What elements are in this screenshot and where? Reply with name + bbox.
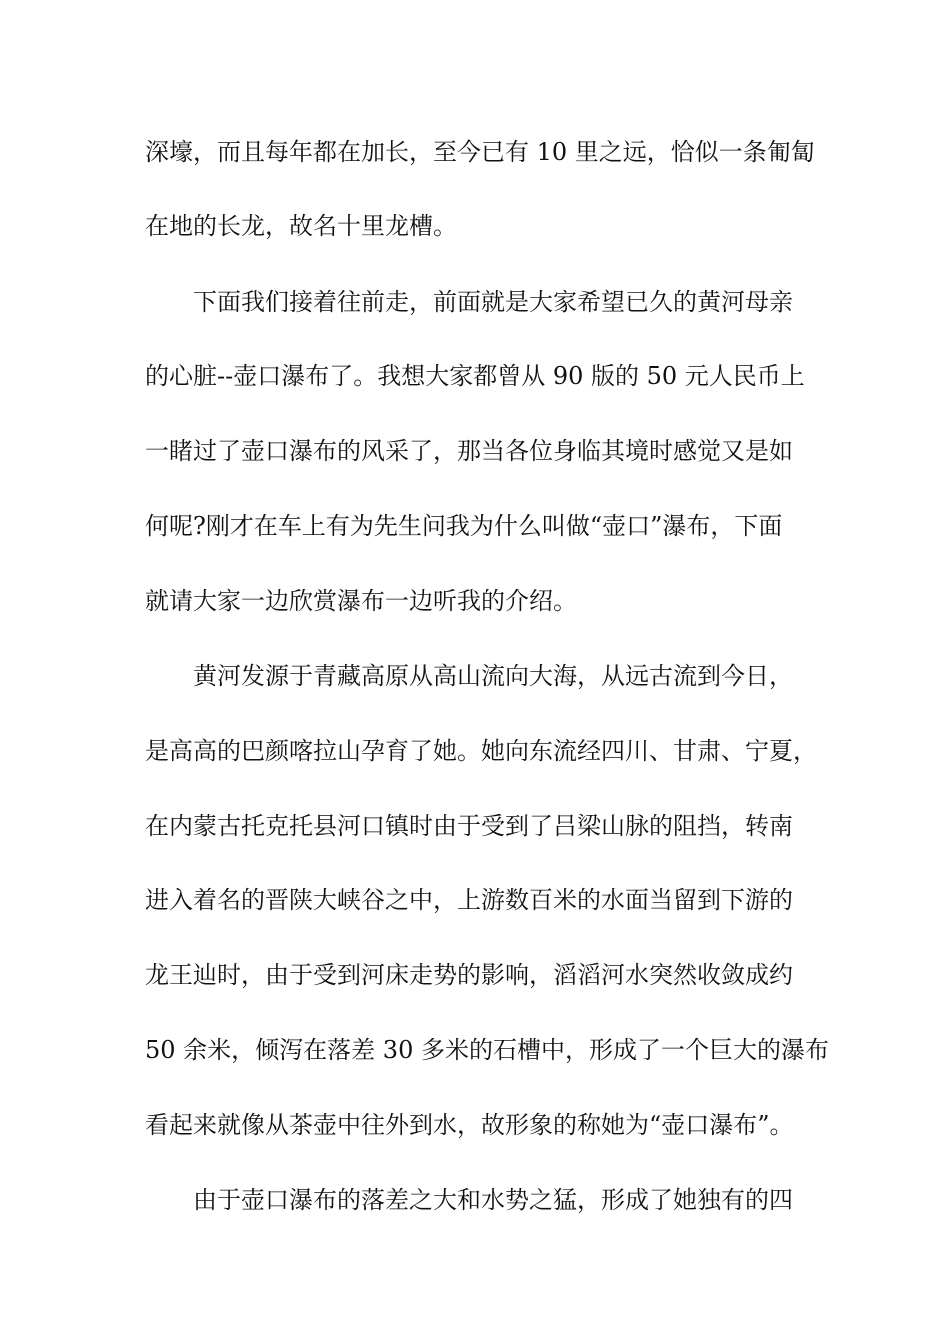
- paragraph-line: 在地的长龙，故名十里龙槽。: [145, 212, 457, 240]
- paragraph-line: 是高高的巴颜喀拉山孕育了她。她向东流经四川、甘肃、宁夏，: [145, 737, 817, 765]
- paragraph-line: 就请大家一边欣赏瀑布一边听我的介绍。: [145, 587, 577, 615]
- paragraph-line: 由于壶口瀑布的落差之大和水势之猛，形成了她独有的四: [193, 1186, 793, 1214]
- paragraph-line: 何呢?刚才在车上有为先生问我为什么叫做“壶口”瀑布，下面: [145, 512, 783, 540]
- paragraph-line: 一睹过了壶口瀑布的风采了，那当各位身临其境时感觉又是如: [145, 437, 793, 465]
- paragraph-line: 的心脏--壶口瀑布了。我想大家都曾从 90 版的 50 元人民币上: [145, 362, 805, 390]
- paragraph-line: 下面我们接着往前走，前面就是大家希望已久的黄河母亲: [193, 288, 793, 316]
- paragraph-line: 黄河发源于青藏高原从高山流向大海，从远古流到今日，: [193, 662, 793, 690]
- paragraph-line: 进入着名的晋陕大峡谷之中，上游数百米的水面当留到下游的: [145, 886, 793, 914]
- paragraph-line: 深壕，而且每年都在加长，至今已有 10 里之远，恰似一条匍匐: [145, 138, 815, 166]
- paragraph-line: 看起来就像从茶壶中往外到水，故形象的称她为“壶口瀑布”。: [145, 1111, 794, 1139]
- paragraph-line: 在内蒙古托克托县河口镇时由于受到了吕梁山脉的阻挡，转南: [145, 812, 793, 840]
- paragraph-line: 龙王辿时，由于受到河床走势的影响，滔滔河水突然收敛成约: [145, 961, 793, 989]
- paragraph-line: 50 余米，倾泻在落差 30 多米的石槽中，形成了一个巨大的瀑布: [145, 1036, 829, 1064]
